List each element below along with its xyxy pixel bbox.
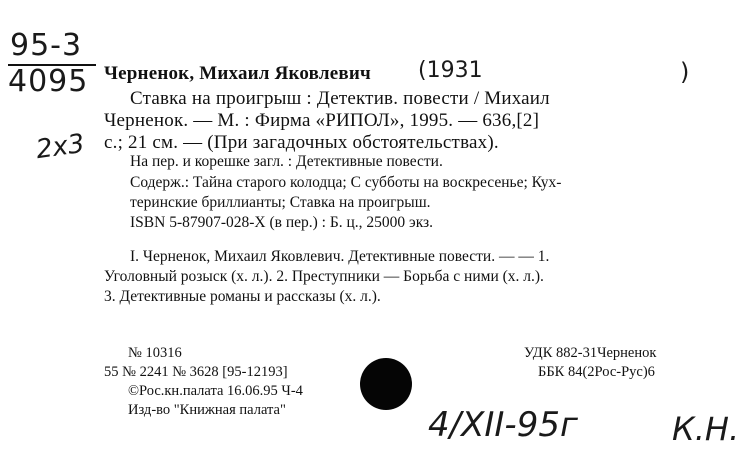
punch-hole [360,358,412,410]
udk-code: УДК 882-31Черненок [524,345,657,361]
card-number: № 10316 [128,345,182,361]
publisher-name: Изд-во "Книжная палата" [128,402,286,418]
note-cover: На пер. и корешке загл. : Детективные повести. [130,153,443,170]
handwritten-margin-note: 2x3 [34,128,87,166]
handwritten-bracket-close: ) [680,58,690,86]
title-line-1: Ставка на проигрыш : Детектив. повести / Михаил [130,88,550,109]
title-line-3: с.; 21 см. — (При загадочных обстоятельствах). [104,132,499,153]
handwritten-author-year: (1931 [418,58,483,83]
registry-numbers: 55 № 2241 № 3628 [95-12193] [104,364,288,380]
subjects-line-2: Уголовный розыск (х. л.). 2. Преступники — Борьба с ними (х. л.). [104,268,544,285]
entry-heading: Черненок, Михаил Яковлевич [104,63,371,84]
bbk-code: ББК 84(2Рос-Рус)6 [538,364,655,380]
isbn-line: ISBN 5-87907-028-X (в пер.) : Б. ц., 25000 экз. [130,214,434,231]
contents-line-1: Содерж.: Тайна старого колодца; С субботы на воскресенье; Кух- [130,174,562,191]
subjects-line-1: I. Черненок, Михаил Яковлевич. Детективные повести. — — 1. [130,248,550,265]
title-line-2: Черненок. — М. : Фирма «РИПОЛ», 1995. — 636,[2] [104,110,540,131]
contents-line-2: теринские бриллианты; Ставка на проигрыш. [130,194,431,211]
publisher-copyright: ©Рос.кн.палата 16.06.95 Ч-4 [128,383,303,399]
handwritten-shelf-top: 95-3 [10,28,83,63]
handwritten-date-stamp: 4/XII-95г [428,405,578,445]
handwritten-shelf-bottom: 4095 [8,64,89,99]
handwritten-initials: К.Н. [672,410,740,448]
subjects-line-3: 3. Детективные романы и рассказы (х. л.). [104,288,381,305]
